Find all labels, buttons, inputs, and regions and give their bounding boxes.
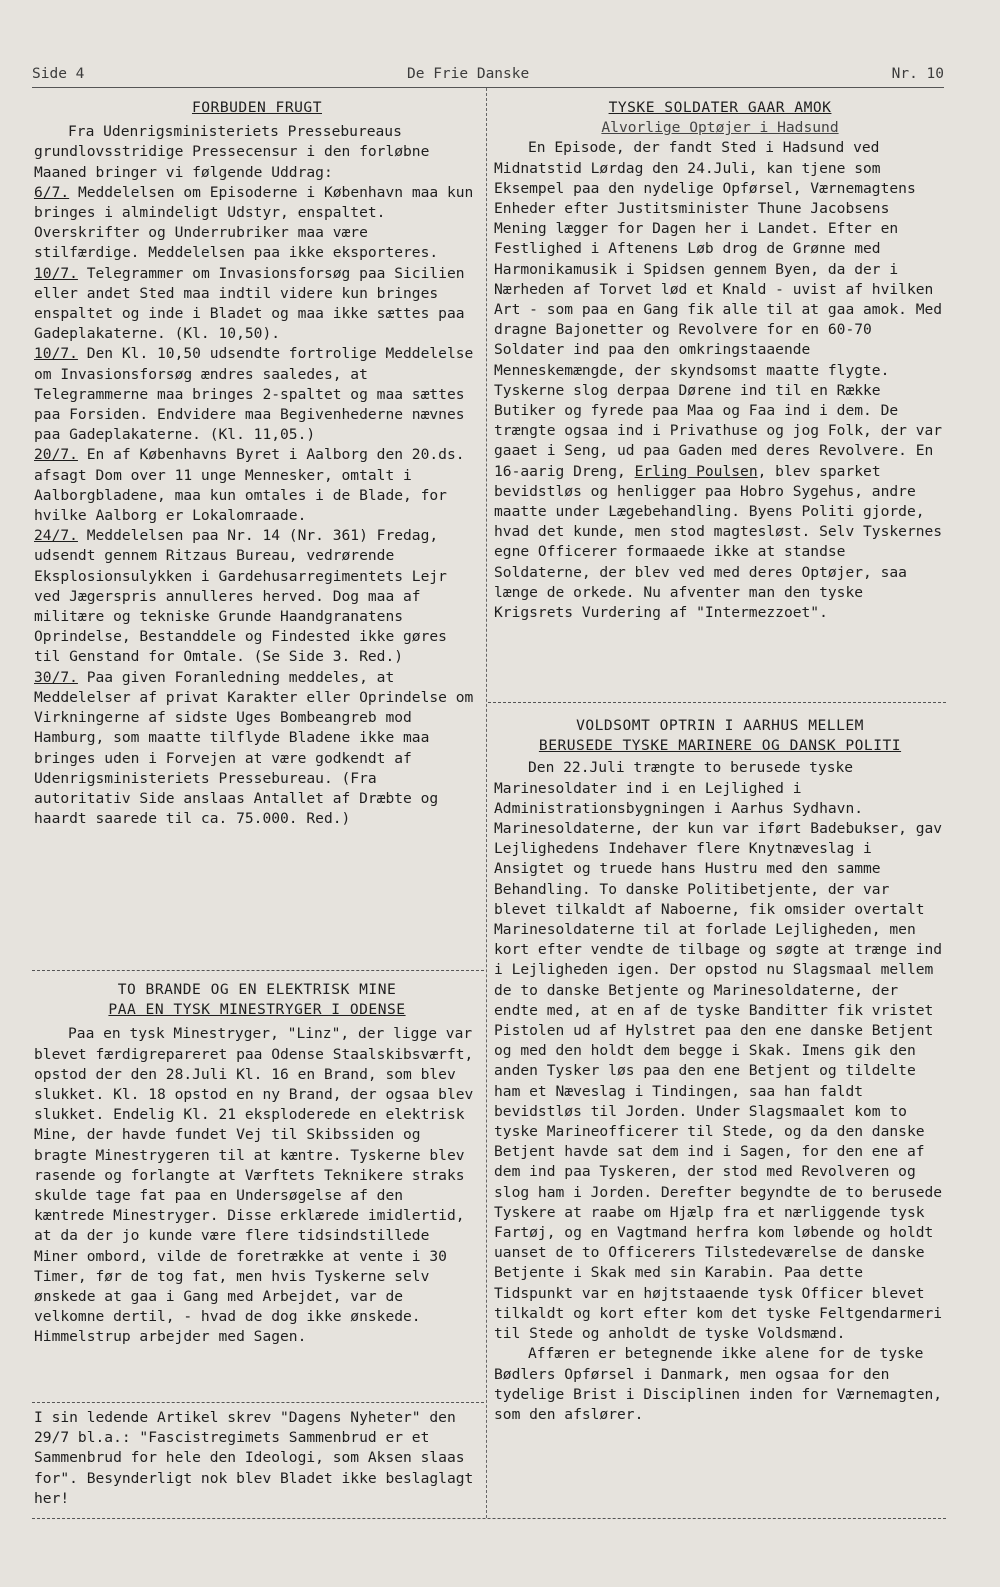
article-forbuden-frugt (34, 98, 480, 829)
article-title: FORBUDEN FRUGT (191, 99, 322, 116)
entry-text: En af Københavns Byret i Aalborg den 20.ds. afsagt Dom over 11 unge Mennesker, omtalt i Aalborgbladene, maa kun omtales i de Blade, for hvilke Aalborg er Lokalomraade. (34, 446, 465, 525)
article-to-brande (34, 980, 480, 1348)
article-body: Den 22.Juli trængte to berusede tyske Marinesoldater ind i en Lejlighed i Administrationsbygningen i Aarhus Sydhavn. Marinesoldaterne, der kun var iført Badebukser, gav Lejlighedens Indehaver flere Knytnæveslag i Ansigtet og truede hans Hustru med den samme Behandling. To danske Politibetjente, der var blevet tilkaldt af Naboerne, fik omsider overtalt Marinesoldaterne til at forlade Lejligheden, men kort efter vendte de tilbage og søgte at trænge ind i Lejligheden igen. Der opstod nu Slagsmaal mellem de to danske Betjente og Marinesoldaterne, der endte med, at en af de tyske Banditter fik vristet Pistolen ud af Hylstret paa den ene danske Betjent og med den holdt dem begge i Skak. Imens gik den anden Tysker løs paa den ene Betjent og tildelte ham et Næveslag i Tindingen, saa han faldt bevidstløs til Jorden. Under Slagsmaalet kom to tyske Marineofficerer til Stede, og da den danske Betjent havde sat dem ind i Sagen, for den ene af dem ind paa Tyskeren, der stod med Revolveren og slog ham i Jorden. Derefter begyndte de to berusede Tyskere at raabe om Hjælp fra et nærliggende tysk Fartøj, og en Vagtmand herfra kom løbende og holdt uanset de to Officerers Tilstedeværelse de danske Betjente i Skak med sin Karabin. Paa dette Tidspunkt var en højtstaaende tysk Officer blevet tilkaldt og kort efter kom det tyske Feltgendarmeri til Stede og anholdt de tyske Voldsmænd. (494, 759, 943, 1343)
issue-number: Nr. 10 (891, 66, 944, 82)
article-body-closing: Affæren er betegnende ikke alene for de tyske Bødlers Opførsel i Danmark, men ogsaa for den tydelige Brist i Disciplinen inden for Værnemagten, som den afslører. (494, 1345, 943, 1423)
article-title: VOLDSOMT OPTRIN I AARHUS MELLEM (576, 717, 864, 734)
newspaper-name: De Frie Danske (407, 66, 530, 82)
body-text: , blev sparket bevidstløs og henligger paa Hobro Sygehus, andre maatte under Lægebehandling. Byens Politi gjorde, hvad det kunde, men stod magtesløst. Selv Tyskernes egne Officerer formaaede ikke at standse Soldaterne, der blev ved med deres Optøjer, saa længe de orkede. Nu afventer man den tyske Krigsrets Vurdering af "Intermezzoet". (494, 462, 943, 622)
article-title-line-2: BERUSEDE TYSKE MARINERE OG DANSK POLITI (538, 737, 902, 755)
entry-date: 30/7. (34, 668, 78, 686)
section-rule (32, 970, 484, 971)
entry-text: Meddelelsen om Episoderne i København maa kun bringes i almindeligt Udstyr, enspaltet. Overskrifter og Underrubriker maa være stilfærdige. Meddelelsen paa ikke eksporteres. (34, 183, 474, 262)
censor-entry (34, 264, 480, 345)
entry-text: Den Kl. 10,50 udsendte fortrolige Meddelelse om Invasionsforsøg ændres saaledes, at Telegrammerne maa bringes 2-spaltet og maa sættes paa Forsiden. Endvidere maa Begivenhederne nævnes paa Gadeplakaterne. (Kl. 11,05.) (34, 345, 474, 444)
censor-entry (34, 344, 480, 445)
article-body: Paa en tysk Minestryger, "Linz", der ligge var blevet færdigrepareret paa Odense Staalskibsværft, opstod der den 28.Juli Kl. 16 en Brand, som blev slukket. Kl. 18 opstod en ny Brand, der ogsaa blev slukket. Endelig Kl. 21 eksploderede en elektrisk Mine, der havde fundet Vej til Skibssiden og bragte Minestrygeren til at kæntre. Tyskerne blev rasende og forlangte at Værftets Teknikere straks skulde tage fat paa en Undersøgelse af den kæntrede Minestryger. Disse erklærede imidlertid, at da der jo kunde være flere tidsindstillede Miner ombord, vilde de foretrække at vente i 30 Timer, før de tog fat, men hvis Tyskerne selv ønskede at gaa i Gang med Arbejdet, var de velkomne dertil, - hvad de dog ikke ønskede. Himmelstrup arbejder med Sagen. (34, 1025, 474, 1346)
article-body: I sin ledende Artikel skrev "Dagens Nyheter" den 29/7 bl.a.: "Fascistregimets Sammenbrud er et Sammenbrud for hele den Ideologi, som Aksen slaas for". Besynderligt nok blev Bladet ikke beslaglagt her! (34, 1409, 474, 1507)
entry-date: 6/7. (34, 183, 70, 201)
article-body (494, 138, 946, 623)
section-rule (32, 1402, 484, 1403)
article-voldsomt-optrin (494, 716, 946, 1425)
column-divider (486, 88, 487, 1518)
entry-date: 10/7. (34, 345, 78, 363)
entry-date: 24/7. (34, 527, 78, 545)
censor-entry (34, 668, 480, 830)
entry-text: Paa given Foranledning meddeles, at Meddelelser af privat Karakter eller Oprindelse om Virkningerne af sidste Uges Bombeangreb mod Hamburg, som maatte tilflyde Bladene ikke maa bringes uden i Forvejen at være godkendt af Udenrigsministeriets Pressebureau. (Fra autoritativ Side anslaas Antallet af Dræbte og haardt saarede til ca. 75.000. Red.) (34, 668, 474, 828)
section-rule (488, 702, 946, 703)
bottom-rule (32, 1518, 946, 1519)
article-subtitle: Alvorlige Optøjer i Hadsund (601, 119, 839, 137)
article-title-line-2: PAA EN TYSK MINESTRYGER I ODENSE (108, 1001, 406, 1019)
page-number: Side 4 (32, 66, 85, 82)
entry-date: 10/7. (34, 264, 78, 282)
victim-name: Erling Poulsen (634, 462, 758, 480)
article-tyske-soldater (494, 98, 946, 623)
article-title: TO BRANDE OG EN ELEKTRISK MINE (117, 981, 397, 998)
entry-date: 20/7. (34, 446, 78, 464)
article-title: TYSKE SOLDATER GAAR AMOK (608, 99, 832, 116)
entry-text: Telegrammer om Invasionsforsøg paa Sicilien eller andet Sted maa indtil videre kun bringes enspaltet og inde i Bladet og maa ikke sættes paa Gadeplakaterne. (Kl. 10,50). (34, 264, 465, 343)
article-dagens-nyheter (34, 1408, 480, 1509)
censor-entry (34, 526, 480, 667)
entry-text: Meddelelsen paa Nr. 14 (Nr. 361) Fredag, udsendt gennem Ritzaus Bureau, vedrørende Eksplosionsulykken i Gardehusarregimentets Lejr ved Jægerspris annulleres herved. Dog maa af militære og tekniske Grunde Haandgranatens Oprindelse, Bestanddele og Findested ikke gøres til Genstand for Omtale. (Se Side 3. Red.) (34, 527, 447, 666)
censor-entry (34, 183, 480, 264)
censor-entry (34, 445, 480, 526)
article-intro: Fra Udenrigsministeriets Pressebureaus grundlovsstridige Pressecensur i den forløbne Maaned bringer vi følgende Uddrag: (34, 123, 430, 181)
header-rule (32, 87, 944, 88)
body-text: En Episode, der fandt Sted i Hadsund ved Midnatstid Lørdag den 24.Juli, kan tjene som Eksempel paa den nydelige Opførsel, Værnemagtens Enheder efter Justitsminister Thune Jacobsens Mening lægger for Dagen her i Landet. Efter en Festlighed i Aftenens Løb drog de Grønne med Harmonikamusik i Spidsen gennem Byen, da der i Nærheden af Torvet lød et Knald - uvist af hvilken Art - som paa en Gang fik alle til at gaa amok. Med dragne Bajonetter og Revolvere for en 60-70 Soldater ind paa den omkringstaaende Menneskemængde, der skyndsomst maatte flygte. Tyskerne slog derpaa Dørene ind til en Række Butiker og fyrede paa Maa og Faa ind i dem. De trængte ogsaa ind i Privathuse og jog Folk, der var gaaet i Seng, ud paa Gaden med deres Revolvere. En 16-aarig Dreng, (494, 139, 943, 480)
